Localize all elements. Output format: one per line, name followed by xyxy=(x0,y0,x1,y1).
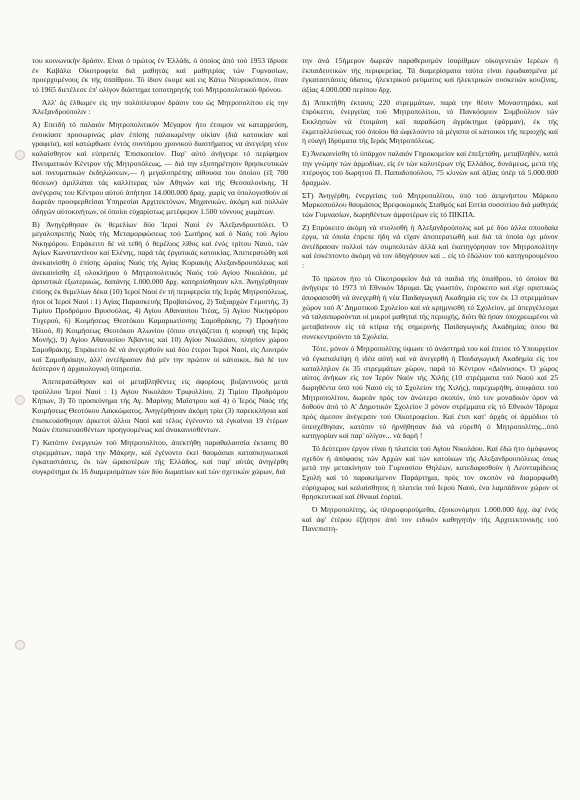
section-text: Άπεκτήθη έκτασις 220 στρεμμάτων, παρά την θέσιν Μοναστηράκι, καί έπρόκειτο, ένεργείας τού Μητροπολίτου, τό Πανκόσμιον Συμβούλιον τών Εκκλησιών νά έτοιμάση καί παραδώση άγρόκτημα (φάρμαν), έκ τής έκμεταλλεύσεως τού όποίου θά ώφελούντο τά μέγιστα οί κάτοικοι τής περιοχής καί ή εύαγή Ιδρύματα τής Ιεράς Μητροπόλεως. xyxy=(302,97,559,146)
paragraph: Τό πρώτον ήτο τό Οίκοτροφείον διά τά παιδιά τής ύπαίθρου, τό όποίον θά άνήγειρε τό 1973 τό Εθνικόν Ίδρυμα. Ώς γνωστόν, έπρόκειτο καί είχε οριστικώς άποφασισθή νά άνεγερθή ή νέα Παιδαγωγική Ακαδημία είς τον έκ 13 στρεμμάτων χώρον τού Α' Δημοτικού Σχολείου καί νά κρημνισθή τό Σχολείον, μέ άπεργέλεσμα νά ταλαιπωρούνται οί μικροί μαθηταί τής περιοχής, διότι θά ήσαν ύποχρεωμένοι νά μεταβαίνουν είς τά κτίρια τής σημερινής Παιδαγωγικής Ακαδημίας όπου θά συνεκεντρούντο τά Σχολεία. xyxy=(302,273,558,341)
punch-hole xyxy=(15,395,25,405)
section-paragraph xyxy=(302,149,558,188)
section-paragraph xyxy=(32,120,288,217)
section-paragraph xyxy=(32,438,288,477)
section-label: ΣΤ) xyxy=(302,190,314,200)
section-label: Δ) xyxy=(302,97,310,107)
paragraph: του κοινωνικήν δράσιν. Είναι ό πρώτος έν Έλλάδι, ό όποίος άπό τού 1953 ϊδρυσε έν Καβάλα Οίκοτροφεία διά μαθητάς καί μαθητρίας τών Γυμνασίων, προερχομένους έκ τής ύπαίθρου. Τό ίδιον έκομε καί εις Κάτω Νευροκόπιον, όταν τό 1965 διετέλεσε έπ' ολίγον διάστημα τοποτηρητής τού Μητροπολιτικού θρόνου. xyxy=(32,56,288,94)
paragraph: Τό δεύτερον έργον είναι ή πλατεία τού Αγίου Νικολάου. Καί έδώ ήτο όμόφωνος σχεδόν ή άπόφασις τών Αρχών καί τών κατοίκων τής Αλεξανδρουπόλεως όπως μετά την μετακίνησιν τού Γυμνασίου Θηλέων, κατεδαφισθούν ή Λεονταρίδειος Σχολή καί τό παρακείμενον Παράρτημα, πρός τον σκοπόν νά διαμορφωθή εύρύχωρος καί καλαίσθητος ή πλατεία τού Ιερού Ναού, ένα λαμπάδινον χώρον οί θρησκευτικαί καί έθνικαί έορταί. xyxy=(302,443,558,502)
punch-hole xyxy=(15,150,25,160)
section-paragraph xyxy=(302,223,558,271)
section-paragraph xyxy=(32,220,288,375)
right-column xyxy=(302,56,558,537)
left-column xyxy=(32,56,288,480)
punch-hole xyxy=(15,640,25,650)
section-label: Β) xyxy=(32,219,40,229)
section-text: Άνεκαινίσθη τό ύπάρχον παλαιόν Γηροκομείον καί έπεξετάθη, μεταβληθέν, κατά την γνώμην τών άρμοδίων, είς έν τών καλυτέρων τής Ελλάδος, δυνάμεως, μετά τής πτέρυγος τού δωρητού Π. Παπαδοπούλου, 75 κλινών καί άξίας ύπέρ τά 5.000.000 δραχμών. xyxy=(302,148,558,187)
paragraph: Άλλ' άς έλθωμεν είς την πολύπλευρον δράσιν του ώς Μητροπολίτου είς την Άλεξανδρούπολιν : xyxy=(32,97,288,117)
section-label: Γ) xyxy=(32,437,39,447)
section-text: Άνηγέρθη, ένεργείαις τού Μητροπολίτου, ύπό τού άειμνήστου Μάρκου Μαρκοπούλου θαυμάσιος Βρεφοκομικός Σταθμός καί Εστία συσσιτίου διά μαθητάς τών Γυμνασίων, δωρηθέντων άμφοτέρων είς τό ΠΙΚΠΑ. xyxy=(302,190,559,219)
section-text: Επρόκειτο άκόμη νά στολισθή ή Αλεξανδρούπολις καί μέ δύο άλλα σπουδαία έργα, τά όποία έπρεπε ήδη νά είχαν άποπερατωθή καί διά τά όποία όχι μόνον άντέδρασαν πολλοί τών συμπολιτών άλλά καί έκατηγόρησαν τον Μητροπολίτην καί έσκέπτοντο άκόμη νά τον όδηγήσουν καί .. είς τό έδώλιον τού κατηγορουμένου : xyxy=(302,222,558,271)
paragraph: Τότε, μόνον ό Μητροπολίτης ύψωσε τό άνάστημά του καί έπεισε τό Υπουργείον νά έγκαταλείψη ή ιδέα αύτή καί νά άνεγερθή ή Παιδαγωγική Ακαδημία είς τον καταλληλον έκ 35 στρεμμάτων χώρον, παρά τό Κέντρον «Διόνυσος». Ό χώρος αύτος άνήκων είς τον Ίερόν Ναόν τής Χιλής (10 στρέμματα τού Ναού καί 25 δωρηθέντα ύπό τού Ναού είς τό Σχολείον τής Χιλής), παρεχωρήθη, άποφάσει τού Μητροπολίτου, δωρεάν πρός τον άνώτερο σκοπόν, ύπό τον μοναδικόν όρον νά δοθούν άπό τό Α' Δημοτικόν Σχολείον 3 μόνον στρέμματα είς τό Εθνικόν Ίδρυμα πρός άμεσον άνέγερσιν τού Οίκοτροφείου. Καί έτσι κατ' άρχάς οί άρμόδιοι τό ύπεσχέθησαν, κατόπιν τό ήρνήθησαν διά νά εύρεθή ό Μητροπολίτης...ύπό κατηγορίαν καί παρ' ολίγον... νά δαρή ! xyxy=(302,344,558,441)
section-paragraph xyxy=(302,191,558,220)
paragraph: Άπεπερατώθησαν καί οί μεταβληθέντες είς άφορίους βυζαντινούς μετά τρούλλου Ίεροί Ναοί : 1) Αγίου Νικολάου Τριφυλλίου, 2) Τιμίου Προδρόμου Κήπων, 3) Τό προσκύνημα τής Αγ. Μαρίνης Μαΐστρου καί 4) ό Ίερός Ναός τής Κοιμήσεως Θεοτόκου Λακκώματος. Άνηγέρθησαν άκόμη τρία (3) παρεκκλήσια καί έπισκευάσθησαν άρκετοί άλλοι Ναοί καί τέλος έγένοντο τά έγκαίνια 19 έτέρων Ναών έπισκευασθέντων προηγουμένως καί άνακαινισθέντων. xyxy=(32,377,288,435)
section-label: Ε) xyxy=(302,148,310,158)
section-text: Επειδή τό παλαιόν Μητροπολιτικόν Μέγαρον ήτο έτοιμον να καταρρεύση, ένοικίασε προσωρινώς μίαν έπίσης παλαιωμένην οίκίαν (διά κατοικίαν καί γραφεία), καί κατώρθωσε έντός συντόμου χρονικού διαστήματος να άνεγείρη νέον καλαίσθητον καί εύπρεπές Έπισκοπείον. Παρ' αύτό άνήγειρε τό περίφημον Πνευματικόν Κέντρον τής Μητροπόλεως, — διά την εξυπηρέτησιν θρησκευτικών καί πνευματικών έκδηλώσεων,— ή μεγαλοπρέπης αίθουσα του όποίου (έξ 700 θέσεων) άμιλλάται τάς καλλίτερας τών Αθηνών καί τής Θεσσαλονίκης. Ή άνέγερσις του Κέντρου αύτού άπήτησε 14.000.000 δραχ. χωρίς να ύπολογισθούν αί δωρεάν προσφερθείσαι Υπηρεσίαι Αρχιτεκτόνων, Μηχανικών, άκόμη καί πολλών όδηγών αύτοκινήτων, οί όποίοι εύχαρίστως μετέφερον 1.500 τόννους χωμάτων. xyxy=(32,119,289,216)
paragraph: Ό Μητροπολίτης, ώς πληροφορούμεθα, έξοικονόμησε 1.000.000 δρχ. άφ' ένός καί άφ' έτέρου έζήτησε άπό τον ειδικόν καθηγητήν τής Αρχιτεκτονικής τού Πανεπιστη- xyxy=(302,504,558,534)
section-label: Α) xyxy=(32,119,41,129)
text-columns xyxy=(32,56,558,537)
section-label: Ζ) xyxy=(302,222,310,232)
section-text: Άνηγέρθησαν έκ θεμελίων δύο Ίεροί Ναοί έν Άλεξανδρουπόλει. Ό μεγαλοπρεπής Ναός τής Μεταμορφώσεως τού Σωτήρος καί ό Ναός τού Αγίου Νικηφόρου. Επράκειτο δέ νά τεθή ό θεμέλιος λίθος καί ένός τρίτου Ναού, τών Αγίων Κωνσταντίνου καί Ελένης, παρά τάς έργατικάς κατοικίας. Άπεπερατώθη καί άνεκαινίσθη ό έπίσης ώραίος Ναός τής Αγίας Κυριακής Αλεξανδρουπόλεως καί άνεκαινίσθη έξ ολοκλήρου ό Μητροπολιτικός Ναός τού Αγίου Νικολάου, μέ άρτιστικά έξωτερικώς, δαπάνης 1.000.000 δρχ. κατηρτίσθησαν κλπ. Άνηγέρθησαν έπίσης έκ θεμελίων δέκα (10) Ίεροί Ναοί έν τή περιφερεία τής Ιεράς Μητροπόλεως, ήτοι οί Ίεροί Ναοί : 1) Αγίας Παρασκευής Προβατώνος, 2) Ταξιαρχών Γεμιστής, 3) Τιμίου Προδρόμου Βρυσούλας, 4) Αγίου Αθανασίου Ίτέας, 5) Αγίου Νικηφόρου Τυχερού, 6) Κοιμήσεως Θεοτόκου Καμαριωτίσσης Σαμοθράκης, 7) Προφήτου Ήλιού, 8) Κοιμήσεως Θεοτόκου Αλωνίου (όπου στεγάζεται ή κορυφή της Ιεράς Μονής), 9) Αγίου Αθανασίου Άβαντος καί 10) Αγίου Νικολάου, πλησίον χώρου Σαμοθράκης. Επράκειτο δέ νά άνεγερθούν καί δύο έτεροι Ίεροί Ναοί, είς Λουτρόν καί Σαμοθράκην, άλλ' άντέδρασαν διά μέν την πρώτον οί κάτοικοι, διά δέ τον δεύτερον ή άρχαιολογική ύπηρεσία. xyxy=(32,219,288,374)
section-paragraph xyxy=(302,98,558,146)
section-text: Κατόπιν ένεργειών τού Μητροπολίτου, άπεκτήθη παραθαλασσία έκτασις 80 στρεμμάτων, παρά την Μάκρην, καί έγένοντο έκεί θαυμάσιαι κατασκηνωτικαί έγκαταστάσεις, έκ τών ώραιοτέρων τής Ελλάδος, καί παρ' αύτάς άνηγέρθη συγκρότημα έκ 16 διαμερισμάτων τών δύο δωματίων καί τών σχετικών χώρων, διά xyxy=(32,437,288,476)
paragraph: την άνά 15ήμερον δωρεάν παραθερισμόν ίσαρίθμων οίκογενειών Ιερέων ή έκπαιδευτικών τής περιφερείας. Τά διαμερίσματα ταύτα είναι έφωδιασμένα μέ έγκαταστάσεις ύδατος, ήλεκτρικού ρεύματος καί ήλεκτρικών συσκευών κουζίνας, άξίας 4.000.000 περίπου δρχ. xyxy=(302,56,558,94)
